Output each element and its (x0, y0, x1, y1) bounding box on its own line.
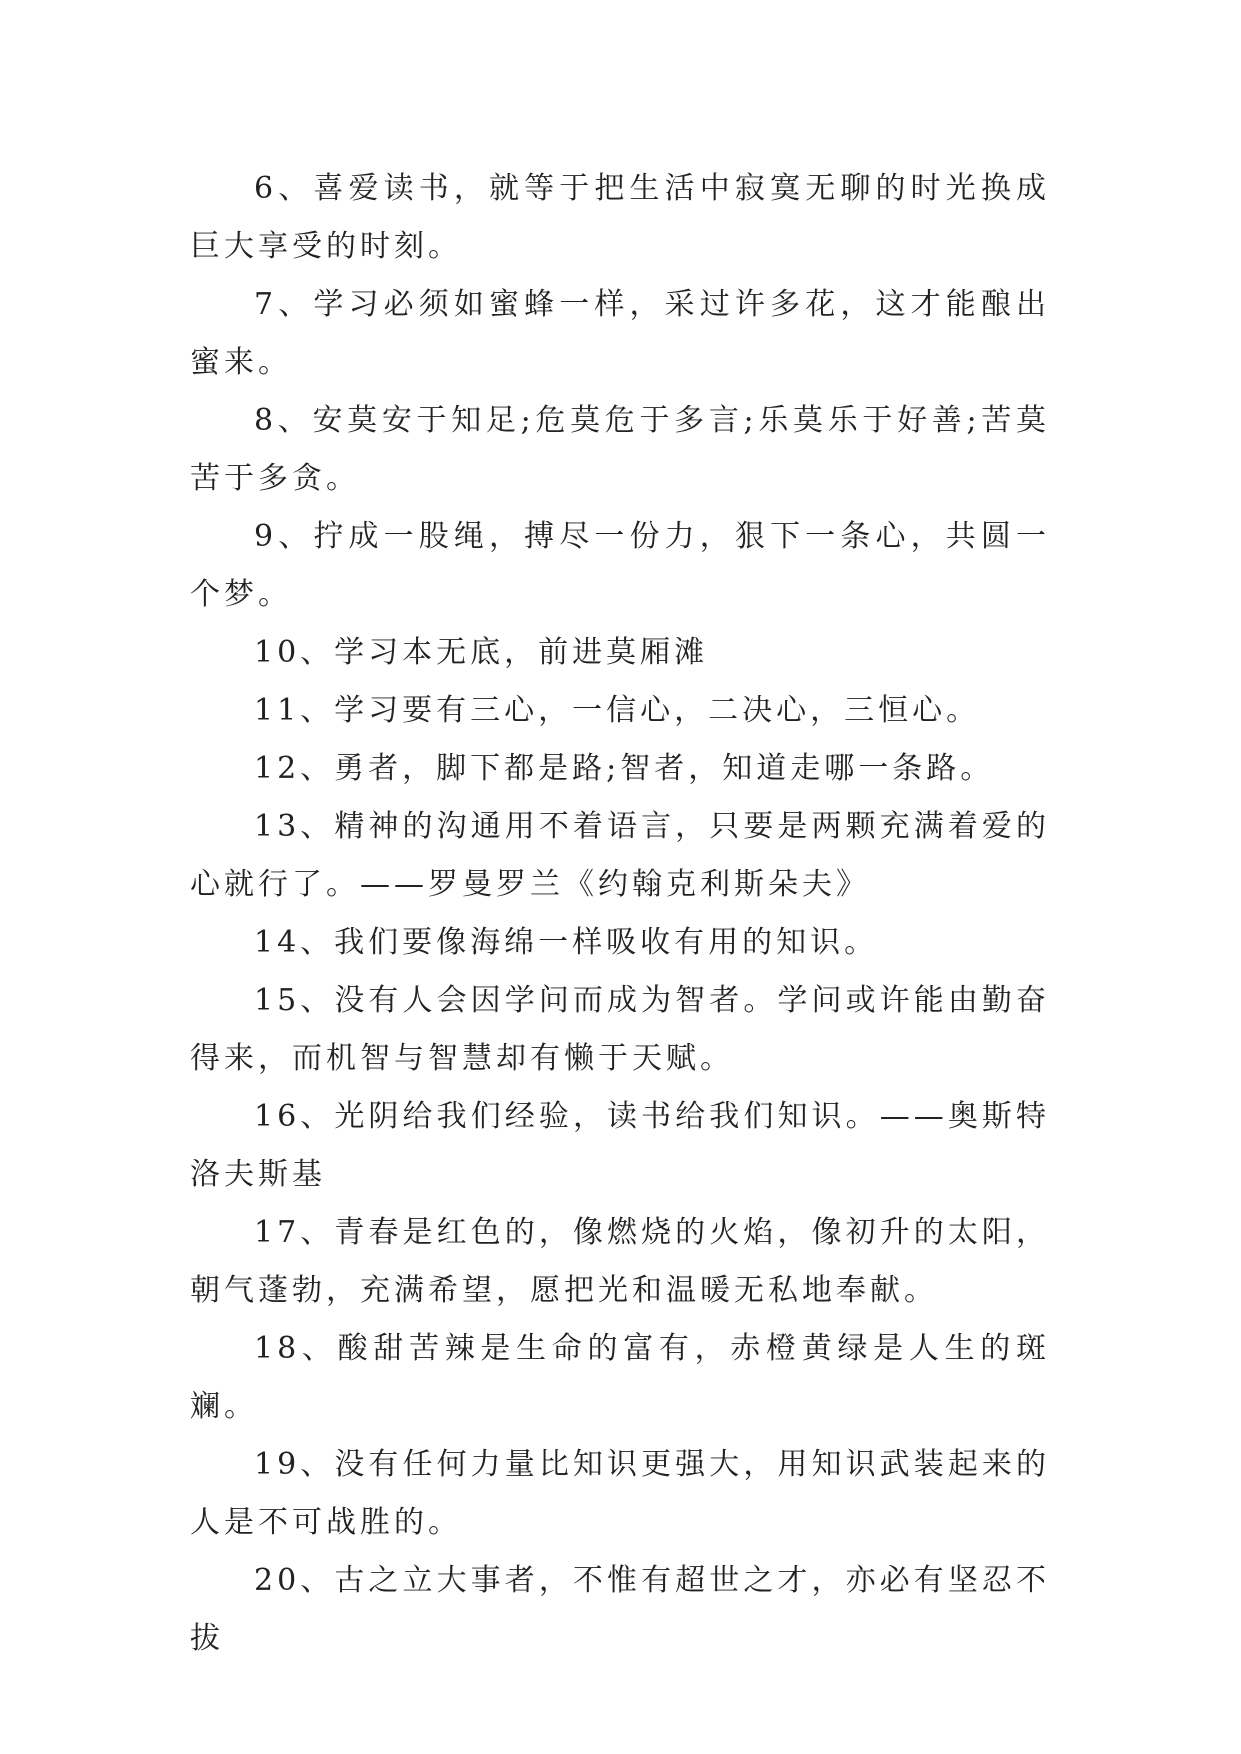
document-body (190, 160, 1050, 1668)
paragraph-10: 10、学习本无底，前进莫厢滩 (254, 635, 709, 670)
paragraph-11: 11、学习要有三心，一信心，二决心，三恒心。 (254, 693, 981, 728)
paragraph-19: 19、没有任何力量比知识更强大，用知识武装起来的人是不可战胜的。 (190, 1447, 1050, 1540)
paragraph-6: 6、喜爱读书，就等于把生活中寂寞无聊的时光换成巨大享受的时刻。 (190, 171, 1050, 264)
paragraph-15: 15、没有人会因学问而成为智者。学问或许能由勤奋得来，而机智与智慧却有懒于天赋。 (190, 983, 1050, 1076)
paragraph-20: 20、古之立大事者，不惟有超世之才，亦必有坚忍不拔 (190, 1563, 1050, 1656)
paragraph-17: 17、青春是红色的，像燃烧的火焰，像初升的太阳，朝气蓬勃，充满希望，愿把光和温暖无私地奉献。 (190, 1215, 1050, 1308)
paragraph-9: 9、拧成一股绳，搏尽一份力，狠下一条心，共圆一个梦。 (190, 519, 1050, 612)
paragraph-13: 13、精神的沟通用不着语言，只要是两颗充满着爱的心就行了。——罗曼罗兰《约翰克利斯朵夫》 (190, 809, 1050, 902)
paragraph-7: 7、学习必须如蜜蜂一样，采过许多花，这才能酿出蜜来。 (190, 287, 1050, 380)
paragraph-8: 8、安莫安于知足;危莫危于多言;乐莫乐于好善;苦莫苦于多贪。 (190, 403, 1050, 496)
paragraph-14: 14、我们要像海绵一样吸收有用的知识。 (254, 925, 879, 960)
paragraph-18: 18、酸甜苦辣是生命的富有，赤橙黄绿是人生的斑斓。 (190, 1331, 1050, 1424)
paragraph-16: 16、光阴给我们经验，读书给我们知识。——奥斯特洛夫斯基 (190, 1099, 1050, 1192)
paragraph-12: 12、勇者，脚下都是路;智者，知道走哪一条路。 (254, 751, 995, 786)
